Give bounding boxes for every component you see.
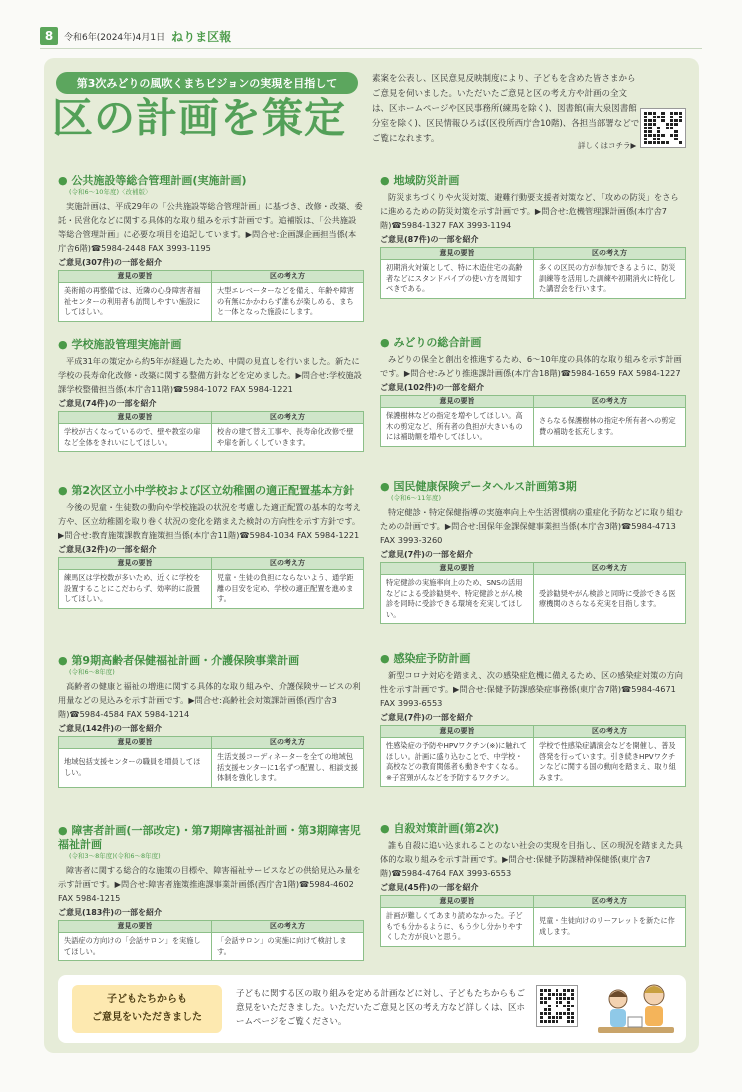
response-cell: 多くの区民の方が参加できるように、防災訓練等を活用した訓練や初期消火に特化した講習会を行います。 xyxy=(539,263,676,293)
opinion-col-header: 意見の要旨 xyxy=(59,737,211,749)
opinion-cell: 性感染症の予防やHPVワクチン(※)に触れてほしい。計画に盛り込むことで、中学校・高校などの教育関係者も動きやすくなる。※子宮頸がんなどを予防するワクチン。 xyxy=(386,741,527,782)
opinion-cell: 計画が難しくてあまり読めなかった。子どもでも分かるように、もう少し分かりやすくした方が良いと思う。 xyxy=(386,911,523,941)
opinion-cell: 地域包括支援センターの職員を増員してほしい。 xyxy=(64,757,201,777)
qr-code-icon[interactable] xyxy=(640,108,686,148)
section-title: ● 国民健康保険データヘルス計画第3期 xyxy=(380,480,686,494)
section-title: ● 障害者計画(一部改定)・第7期障害福祉計画・第3期障害児福祉計画 xyxy=(58,824,364,852)
opinion-heading: ご意見(45件)の一部を紹介 xyxy=(380,883,479,892)
opinion-cell: 初期消火対策として、特に木造住宅の高齢者などにスタンドパイプの使い方を周知すべきである。 xyxy=(386,263,523,293)
page-title: 区の計画を策定 xyxy=(52,94,346,142)
response-col-header: 区の考え方 xyxy=(534,396,685,408)
opinion-table xyxy=(58,270,364,322)
opinion-col-header: 意見の要旨 xyxy=(381,726,533,738)
response-col-header: 区の考え方 xyxy=(212,921,363,933)
children-badge xyxy=(72,985,222,1033)
opinion-col-header: 意見の要旨 xyxy=(381,563,533,575)
response-cell: 「会話サロン」の実施に向けて検討します。 xyxy=(217,936,347,956)
response-col-header: 区の考え方 xyxy=(212,412,363,424)
badge-line-1: 子どもたちからも xyxy=(107,994,187,1005)
response-col-header: 区の考え方 xyxy=(212,271,363,283)
opinion-col-header: 意見の要旨 xyxy=(59,921,211,933)
opinion-heading: ご意見(142件)の一部を紹介 xyxy=(58,724,163,733)
opinion-heading: ご意見(7件)の一部を紹介 xyxy=(380,550,473,559)
section-body: 今後の児童・生徒数の動向や学校施設の状況を考慮した適正配置の基本的な考え方や、区立幼稚園を取り巻く状況の変化を踏まえた検討の方向性を示す方針です。▶問合せ:教育施策課教育施策担当係(本庁舎11階)☎5984-1034 FAX 5984-1221 xyxy=(58,502,361,540)
section-suicide-prevention xyxy=(380,822,686,947)
opinion-col-header: 意見の要旨 xyxy=(59,412,211,424)
response-col-header: 区の考え方 xyxy=(212,737,363,749)
section-elderly-welfare xyxy=(58,654,364,788)
opinion-table xyxy=(380,725,686,787)
section-body: 平成31年の策定から約5年が経過したため、中間の見直しを行いました。新たに学校の長寿命化改修・改築に関する整備方針などを定めました。▶問合せ:学校施設課学校整備担当係(本庁舎11階)☎5984-1072 FAX 5984-1221 xyxy=(58,356,362,394)
section-health-data xyxy=(380,480,686,624)
section-period: (令和3～8年度)(令和6～8年度) xyxy=(69,852,161,860)
response-cell: 学校で性感染症講演会などを開催し、普及啓発を行っています。引き続きHPVワクチンなどに関する国の動向を踏まえ、取り組みます。 xyxy=(539,741,676,782)
section-body: 高齢者の健康と福祉の増進に関する具体的な取り組みや、介護保険サービスの利用量などの見込みを示す計画です。▶問合せ:高齢社会対策課計画係(西庁舎3階)☎5984-4584 FAX 5984-1214 xyxy=(58,681,361,719)
section-title: ● 公共施設等総合管理計画(実施計画) xyxy=(58,174,364,188)
opinion-col-header: 意見の要旨 xyxy=(59,558,211,570)
subtitle-pill: 第3次みどりの風吹くまちビジョンの実現を目指して xyxy=(56,72,358,94)
section-school-placement xyxy=(58,484,364,609)
section-school-facilities xyxy=(58,338,364,452)
section-title: ● 感染症予防計画 xyxy=(380,652,686,666)
response-cell: 児童・生徒の負担にならないよう、通学距離の目安を定め、学校の適正配置を進めます。 xyxy=(217,573,354,603)
section-title: ● 学校施設管理実施計画 xyxy=(58,338,364,352)
response-cell: 児童・生徒向けのリーフレットを新たに作成します。 xyxy=(539,916,675,936)
opinion-cell: 学校が古くなっているので、壁や教室の扉など全体をきれいにしてほしい。 xyxy=(64,427,201,447)
opinion-col-header: 意見の要旨 xyxy=(381,248,533,260)
children-illustration-icon xyxy=(588,981,680,1039)
opinion-heading: ご意見(74件)の一部を紹介 xyxy=(58,399,157,408)
section-body: 防災まちづくりや火災対策、避難行動要支援者対策など、「攻めの防災」をさらに進めるための防災対策を示す計画です。▶問合せ:危機管理課計画係(本庁舎7階)☎5984-1327 FAX 3993-1194 xyxy=(380,192,679,230)
children-opinion-box xyxy=(58,975,686,1043)
opinion-cell: 特定健診の実施率向上のため、SNSの活用などによる受診勧奨や、特定健診とがん検診を同時に受診できる環境を充実してほしい。 xyxy=(386,578,523,619)
badge-line-2: ご意見をいただきました xyxy=(92,1012,202,1023)
page-number: 8 xyxy=(40,27,58,45)
section-title: ● 自殺対策計画(第2次) xyxy=(380,822,686,836)
section-period: (令和6～8年度) xyxy=(69,668,115,676)
response-col-header: 区の考え方 xyxy=(212,558,363,570)
opinion-heading: ご意見(7件)の一部を紹介 xyxy=(380,713,473,722)
section-title: ● 第2次区立小中学校および区立幼稚園の適正配置基本方針 xyxy=(58,484,364,498)
section-body: 障害者に関する総合的な施策の目標や、障害福祉サービスなどの供給見込み量を示す計画です。▶問合せ:障害者施策推進課事業計画係(西庁舎1階)☎5984-4602 FAX 5984-1215 xyxy=(58,865,361,903)
opinion-heading: ご意見(183件)の一部を紹介 xyxy=(58,908,163,917)
section-disaster-prevention xyxy=(380,174,686,299)
details-link[interactable]: 詳しくはコチラ▶ xyxy=(578,141,637,150)
opinion-heading: ご意見(32件)の一部を紹介 xyxy=(58,545,157,554)
opinion-table xyxy=(380,247,686,299)
response-cell: 受診勧奨やがん検診と同時に受診できる医療機関のさらなる充実を目指します。 xyxy=(539,588,676,608)
response-cell: 大型エレベーターなどを備え、年齢や障害の有無にかかわらず誰もが楽しめる、まちと一体となった施設にします。 xyxy=(217,286,354,316)
opinion-heading: ご意見(307件)の一部を紹介 xyxy=(58,258,163,267)
opinion-table xyxy=(58,557,364,609)
section-body: 特定健診・特定保健指導の実施率向上や生活習慣病の重症化予防などに取り組むための計画です。▶問合せ:国保年金課保健事業担当係(本庁舎3階)☎5984-4713 FAX 3993-3260 xyxy=(380,507,683,545)
section-body: 新型コロナ対応を踏まえ、次の感染症危機に備えるため、区の感染症対策の方向性を示す計画です。▶問合せ:保健予防課感染症事務係(東庁舎7階)☎5984-4671 FAX 3993-6553 xyxy=(380,670,683,708)
opinion-table xyxy=(58,736,364,788)
opinion-table xyxy=(58,411,364,452)
section-body: みどりの保全と創出を推進するため、6～10年度の具体的な取り組みを示す計画です。▶問合せ:みどり推進課計画係(本庁舎18階)☎5984-1659 FAX 5984-1227 xyxy=(380,354,682,378)
section-period: (令和6～11年度) xyxy=(391,494,441,502)
opinion-col-header: 意見の要旨 xyxy=(381,896,533,908)
response-cell: 校舎の建て替え工事や、長寿命化改修で壁や扉を新しくしていきます。 xyxy=(217,427,354,447)
section-body: 実施計画は、平成29年の「公共施設等総合管理計画」に基づき、改修・改築、委託・民営化などに関する具体的な取り組みを示す計画です。追補版は、「公共施設等総合管理計画」に必要な項目を追記しています。▶問合せ:企画課企画担当係(本庁舎6階)☎5984-2448 FAX 3993-1195 xyxy=(58,201,363,253)
opinion-col-header: 意見の要旨 xyxy=(59,271,211,283)
opinion-cell: 保護樹林などの指定を増やしてほしい。高木の剪定など、所有者の負担が大きいものには補助額を増やしてほしい。 xyxy=(386,411,523,441)
opinion-table xyxy=(380,562,686,624)
section-title: ● みどりの総合計画 xyxy=(380,336,686,350)
section-infection-prevention xyxy=(380,652,686,787)
header-divider xyxy=(40,48,702,49)
intro-text: 素案を公表し、区民意見反映制度により、子どもを含めた皆さまからご意見を伺いました。いただいたご意見と区の考え方や計画の全文は、区ホームページや区民事務所(練馬を除く)、図書館(南大泉図書館分室を除く)、区民情報ひろば(区役所西庁舎10階)、各担当部署などでご覧になれます。 xyxy=(372,74,640,144)
opinion-cell: 練馬区は学校数が多いため、近くに学校を設置することにこだわらず、効率的に設置してほしい。 xyxy=(64,573,201,603)
qr-code-icon[interactable] xyxy=(536,985,578,1027)
response-col-header: 区の考え方 xyxy=(534,248,685,260)
opinion-heading: ご意見(102件)の一部を紹介 xyxy=(380,383,485,392)
opinion-table xyxy=(380,395,686,447)
response-cell: 生活支援コーディネーターを全ての地域包括支援センターに1名ずつ配置し、相談支援体制を強化します。 xyxy=(217,752,358,782)
brand-logo: ねりま区報 xyxy=(171,29,232,44)
response-col-header: 区の考え方 xyxy=(534,726,685,738)
section-title: ● 地域防災計画 xyxy=(380,174,686,188)
section-title: ● 第9期高齢者保健福祉計画・介護保険事業計画 xyxy=(58,654,364,668)
response-cell: さらなる保護樹林の指定や所有者への剪定費の補助を拡充します。 xyxy=(539,416,676,436)
opinion-heading: ご意見(87件)の一部を紹介 xyxy=(380,235,479,244)
page-header xyxy=(40,25,231,47)
section-public-facilities xyxy=(58,174,364,322)
children-opinion-text: 子どもに関する区の取り組みを定める計画などに対し、子どもたちからもご意見をいただきました。いただいたご意見と区の考え方など詳しくは、区ホームページをご覧ください。 xyxy=(236,989,526,1027)
opinion-cell: 失語症の方向けの「会話サロン」を実施してほしい。 xyxy=(64,936,201,956)
response-col-header: 区の考え方 xyxy=(534,563,685,575)
opinion-table xyxy=(380,895,686,947)
opinion-table xyxy=(58,920,364,961)
section-period: (令和6～10年度)〈改補版〉 xyxy=(69,188,152,196)
section-disability-plan xyxy=(58,824,364,961)
opinion-cell: 美術館の再整備では、近隣の心身障害者福祉センターの利用者も訪問しやすい施設にしてほしい。 xyxy=(64,286,201,316)
section-body: 誰も自殺に追い込まれることのない社会の実現を目指し、区の現況を踏まえた具体的な取り組みを示す計画です。▶問合せ:保健予防課精神保健係(東庁舎7階)☎5984-4764 FAX 3993-6553 xyxy=(380,840,683,878)
issue-date: 令和6年(2024年)4月1日 xyxy=(64,32,166,43)
opinion-col-header: 意見の要旨 xyxy=(381,396,533,408)
section-greenery-plan xyxy=(380,336,686,447)
response-col-header: 区の考え方 xyxy=(534,896,685,908)
